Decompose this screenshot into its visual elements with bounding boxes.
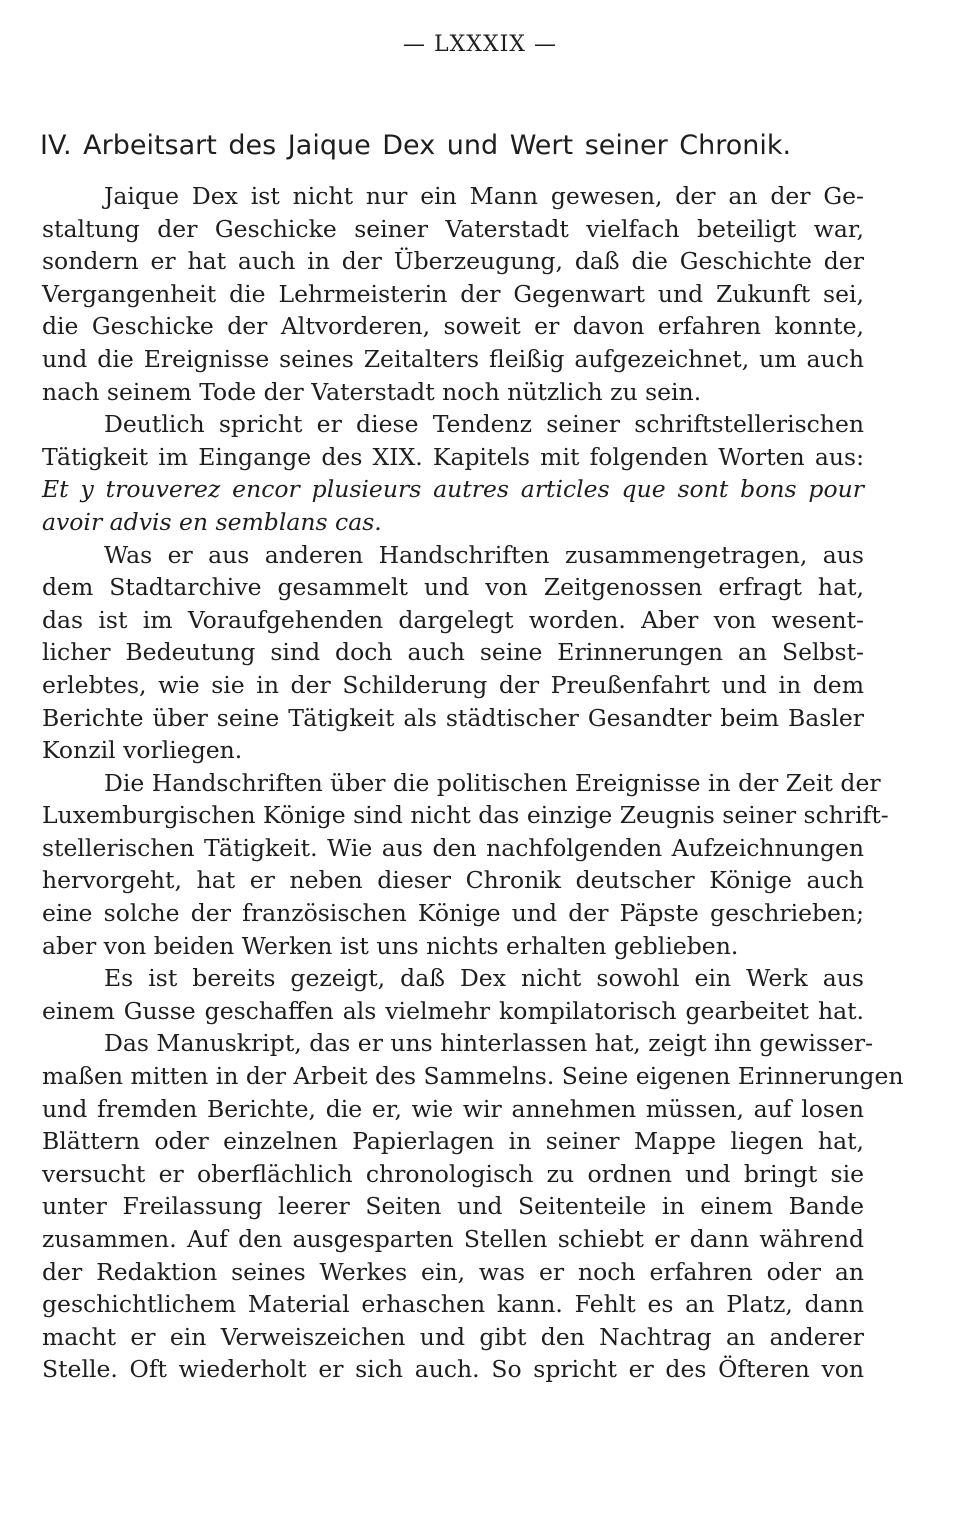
text-line: eine solche der französischen Könige und der Päpste geschrieben;: [42, 899, 864, 928]
text-line: macht er ein Verweiszeichen und gibt den Nachtrag an anderer: [42, 1322, 864, 1351]
text-line: einem Gusse geschaffen als vielmehr kompilatorisch gearbeitet hat.: [42, 996, 864, 1025]
quote-line: avoir advis en semblans cas.: [42, 507, 382, 536]
text-line: und fremden Berichte, die er, wie wir annehmen müssen, auf losen: [42, 1094, 864, 1123]
text-line: Jaique Dex ist nicht nur ein Mann gewesen, der an der Ge-: [104, 182, 864, 210]
text-line: erlebtes, wie sie in der Schilderung der Preußenfahrt und in dem: [42, 670, 864, 699]
text-line: zusammen. Auf den ausgesparten Stellen schiebt er dann während: [42, 1225, 864, 1253]
text-line: Vergangenheit die Lehrmeisterin der Gegenwart und Zukunft sei,: [42, 279, 864, 308]
text-line: Tätigkeit im Eingange des XIX. Kapitels mit folgenden Worten aus:: [42, 442, 864, 471]
text-line: staltung der Geschicke seiner Vaterstadt vielfach beteiligt war,: [42, 214, 864, 243]
text-line: und die Ereignisse seines Zeitalters fleißig aufgezeichnet, um auch: [42, 344, 864, 373]
text-line: Konzil vorliegen.: [42, 736, 243, 765]
text-line: unter Freilassung leerer Seiten und Seitenteile in einem Bande: [42, 1192, 864, 1221]
page-number-header: — LXXXIX —: [403, 32, 557, 57]
text-line: der Redaktion seines Werkes ein, was er noch erfahren oder an: [42, 1257, 864, 1286]
text-line: Stelle. Oft wiederholt er sich auch. So spricht er des Öfteren von: [42, 1355, 864, 1384]
text-line: aber von beiden Werken ist uns nichts erhalten geblieben.: [42, 931, 739, 960]
text-line: dem Stadtarchive gesammelt und von Zeitgenossen erfragt hat,: [42, 573, 864, 602]
text-line: Die Handschriften über die politischen Ereignisse in der Zeit der: [104, 768, 881, 797]
text-line: das ist im Voraufgehenden dargelegt worden. Aber von wesent-: [42, 605, 864, 634]
text-line: Was er aus anderen Handschriften zusammengetragen, aus: [104, 540, 864, 569]
text-line: die Geschicke der Altvorderen, soweit er davon erfahren konnte,: [42, 312, 864, 341]
text-line: maßen mitten in der Arbeit des Sammelns. Seine eigenen Erinnerungen: [42, 1062, 904, 1091]
quote-line: Et y trouverez encor plusieurs autres articles que sont bons pour: [42, 475, 864, 504]
text-line: Berichte über seine Tätigkeit als städtischer Gesandter beim Basler: [42, 703, 864, 732]
text-line: nach seinem Tode der Vaterstadt noch nützlich zu sein.: [42, 377, 702, 406]
text-line: Luxemburgischen Könige sind nicht das einzige Zeugnis seiner schrift-: [42, 801, 889, 830]
section-heading: IV. Arbeitsart des Jaique Dex und Wert seiner Chronik.: [40, 130, 792, 161]
text-line: Das Manuskript, das er uns hinterlassen hat, zeigt ihn gewisser-: [104, 1029, 874, 1058]
text-line: Es ist bereits gezeigt, daß Dex nicht sowohl ein Werk aus: [104, 964, 864, 993]
text-line: licher Bedeutung sind doch auch seine Erinnerungen an Selbst-: [42, 638, 864, 667]
text-line: Blättern oder einzelnen Papierlagen in seiner Mappe liegen hat,: [42, 1127, 864, 1156]
text-line: versucht er oberflächlich chronologisch zu ordnen und bringt sie: [42, 1159, 864, 1188]
text-line: stellerischen Tätigkeit. Wie aus den nachfolgenden Aufzeichnungen: [42, 833, 864, 862]
text-line: geschichtlichem Material erhaschen kann. Fehlt es an Platz, dann: [42, 1290, 864, 1319]
text-line: sondern er hat auch in der Überzeugung, daß die Geschichte der: [42, 247, 864, 276]
body-text: [42, 180, 904, 1386]
text-line: Deutlich spricht er diese Tendenz seiner schriftstellerischen: [104, 410, 864, 439]
text-line: hervorgeht, hat er neben dieser Chronik deutscher Könige auch: [42, 866, 864, 895]
